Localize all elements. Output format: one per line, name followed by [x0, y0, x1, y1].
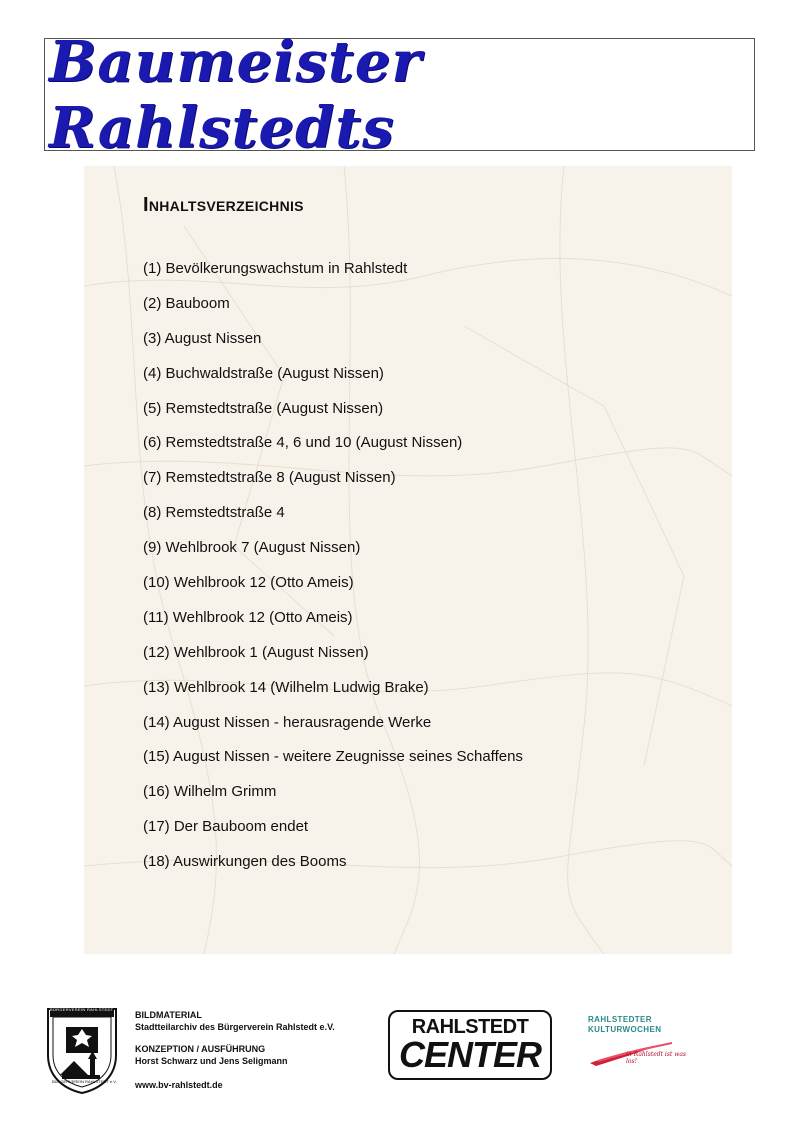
toc-item: (3) August Nissen [143, 329, 262, 347]
toc-item: (9) Wehlbrook 7 (August Nissen) [143, 539, 361, 557]
rahlstedt-center-logo [388, 1010, 552, 1080]
website-link[interactable]: www.bv-rahlstedt.de [135, 1080, 223, 1090]
toc-list [143, 260, 523, 888]
credits-konzept-label: KONZEPTION / AUSFÜHRUNG [135, 1044, 266, 1054]
kultur-slogan: in Rahlstedt ist was los! [626, 1051, 687, 1065]
toc-item: (8) Remstedtstraße 4 [143, 504, 285, 522]
toc-item: (5) Remstedtstraße (August Nissen) [143, 399, 384, 417]
toc-item: (11) Wehlbrook 12 (Otto Ameis) [143, 608, 353, 626]
toc-item: (2) Bauboom [143, 294, 230, 312]
kultur-line2: KULTURWOCHEN [588, 1025, 662, 1034]
toc-panel [84, 166, 732, 954]
kultur-line1: RAHLSTEDTER [588, 1015, 652, 1024]
toc-item: (13) Wehlbrook 14 (Wilhelm Ludwig Brake) [143, 678, 429, 696]
toc-item: (18) Auswirkungen des Booms [143, 853, 347, 871]
kulturwochen-logo [588, 1015, 698, 1075]
toc-item: (10) Wehlbrook 12 (Otto Ameis) [143, 574, 354, 592]
footer [0, 995, 800, 1131]
toc-item: (4) Buchwaldstraße (August Nissen) [143, 364, 384, 382]
toc-item: (17) Der Bauboom endet [143, 818, 309, 836]
center-logo-top: RAHLSTEDT [411, 1016, 529, 1038]
crest-top-text: BÜRGERVEREIN RAHLSTEDT [50, 1007, 114, 1012]
credits-bild-value: Stadtteilarchiv des Bürgerverein Rahlstedt e.V. [135, 1022, 335, 1032]
toc-item: (16) Wilhelm Grimm [143, 783, 277, 801]
toc-item: (6) Remstedtstraße 4, 6 und 10 (August Nissen) [143, 434, 463, 452]
toc-item: (14) August Nissen - herausragende Werke [143, 713, 432, 731]
center-logo-bottom: CENTER [398, 1034, 541, 1075]
credits-konzept-value: Horst Schwarz und Jens Seligmann [135, 1056, 288, 1066]
title-box [44, 28, 755, 161]
credits-bild-label: BILDMATERIAL [135, 1010, 202, 1020]
crest-bottom-text: BÜRGERVEREIN RAHLSTEDT e.V. [52, 1079, 117, 1084]
toc-item: (12) Wehlbrook 1 (August Nissen) [143, 643, 369, 661]
toc-item: (7) Remstedtstraße 8 (August Nissen) [143, 469, 396, 487]
toc-item: (15) August Nissen - weitere Zeugnisse seines Schaffens [143, 748, 523, 766]
toc-item: (1) Bevölkerungswachstum in Rahlstedt [143, 260, 408, 277]
credits [135, 1009, 335, 1091]
page-title: Baumeister Rahlstedts [49, 28, 423, 161]
toc-heading: Inhaltsverzeichnis [143, 194, 304, 216]
